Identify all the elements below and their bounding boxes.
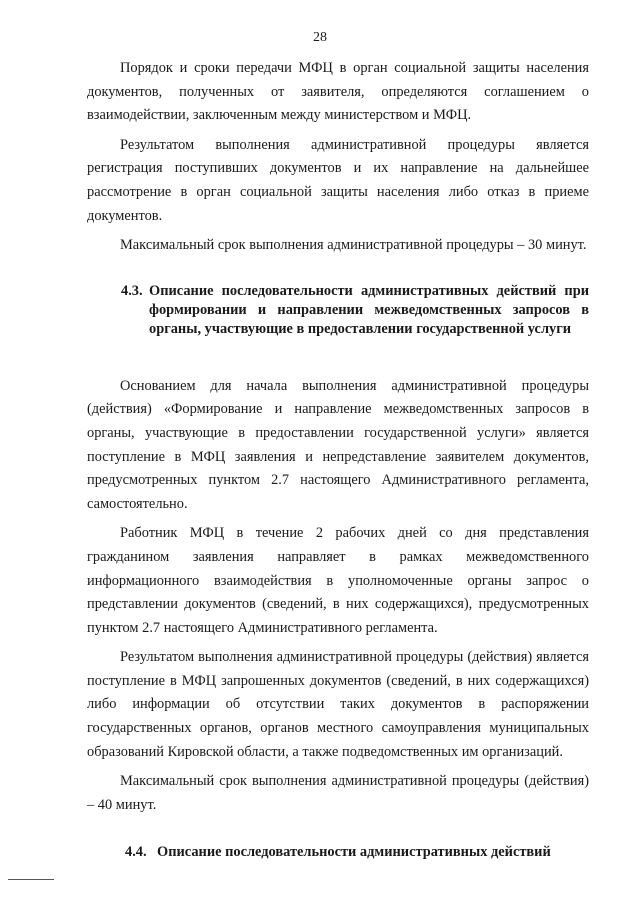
- section-title: Описание последовательности административных действий при формировании и направлении межведомственных запросов в органы, участвующие в предоставлении государственной услуги: [149, 282, 589, 337]
- paragraph: Результатом выполнения административной процедуры (действия) является поступление в МФЦ запрошенных документов (сведений, в них содержащихся) либо информации об отсутствии таких документов в распоряжении государственных органов, органов местного самоуправления муниципальных образований Кировской области, а также подведомственных им организаций.: [87, 649, 589, 760]
- section-heading-4-3: [87, 282, 589, 339]
- margin-line: [8, 879, 54, 880]
- paragraph: Максимальный срок выполнения административной процедуры (действия) – 40 минут.: [87, 773, 589, 813]
- section-heading-4-4: [87, 843, 589, 862]
- section-title: Описание последовательности административных действий: [157, 844, 551, 861]
- paragraph: Максимальный срок выполнения административной процедуры – 30 минут.: [120, 237, 587, 254]
- paragraph: Основанием для начала выполнения административной процедуры (действия) «Формирование и направление межведомственных запросов в органы, участвующие в предоставлении государственной услуги» является поступление в МФЦ заявления и непредставление заявителем документов, предусмотренных пунктом 2.7 настоящего Административного регламента, самостоятельно.: [87, 377, 589, 512]
- section-number: 4.3.: [121, 282, 143, 299]
- page-number: 28: [313, 30, 327, 45]
- paragraph: Результатом выполнения административной процедуры является регистрация поступивших документов и их направление на дальнейшее рассмотрение в орган социальной защиты населения либо отказ в приеме документов.: [87, 136, 589, 224]
- paragraph: Порядок и сроки передачи МФЦ в орган социальной защиты населения документов, полученных от заявителя, определяются соглашением о взаимодействии, заключенным между министерством и МФЦ.: [87, 60, 589, 124]
- paragraph: Работник МФЦ в течение 2 рабочих дней со дня представления гражданином заявления направляет в рамках межведомственного информационного взаимодействия в уполномоченные органы запрос о представлении документов (сведений, в них содержащихся), предусмотренных пунктом 2.7 настоящего Административного регламента.: [87, 525, 589, 636]
- section-number: 4.4.: [125, 844, 147, 861]
- document-body: [87, 57, 589, 862]
